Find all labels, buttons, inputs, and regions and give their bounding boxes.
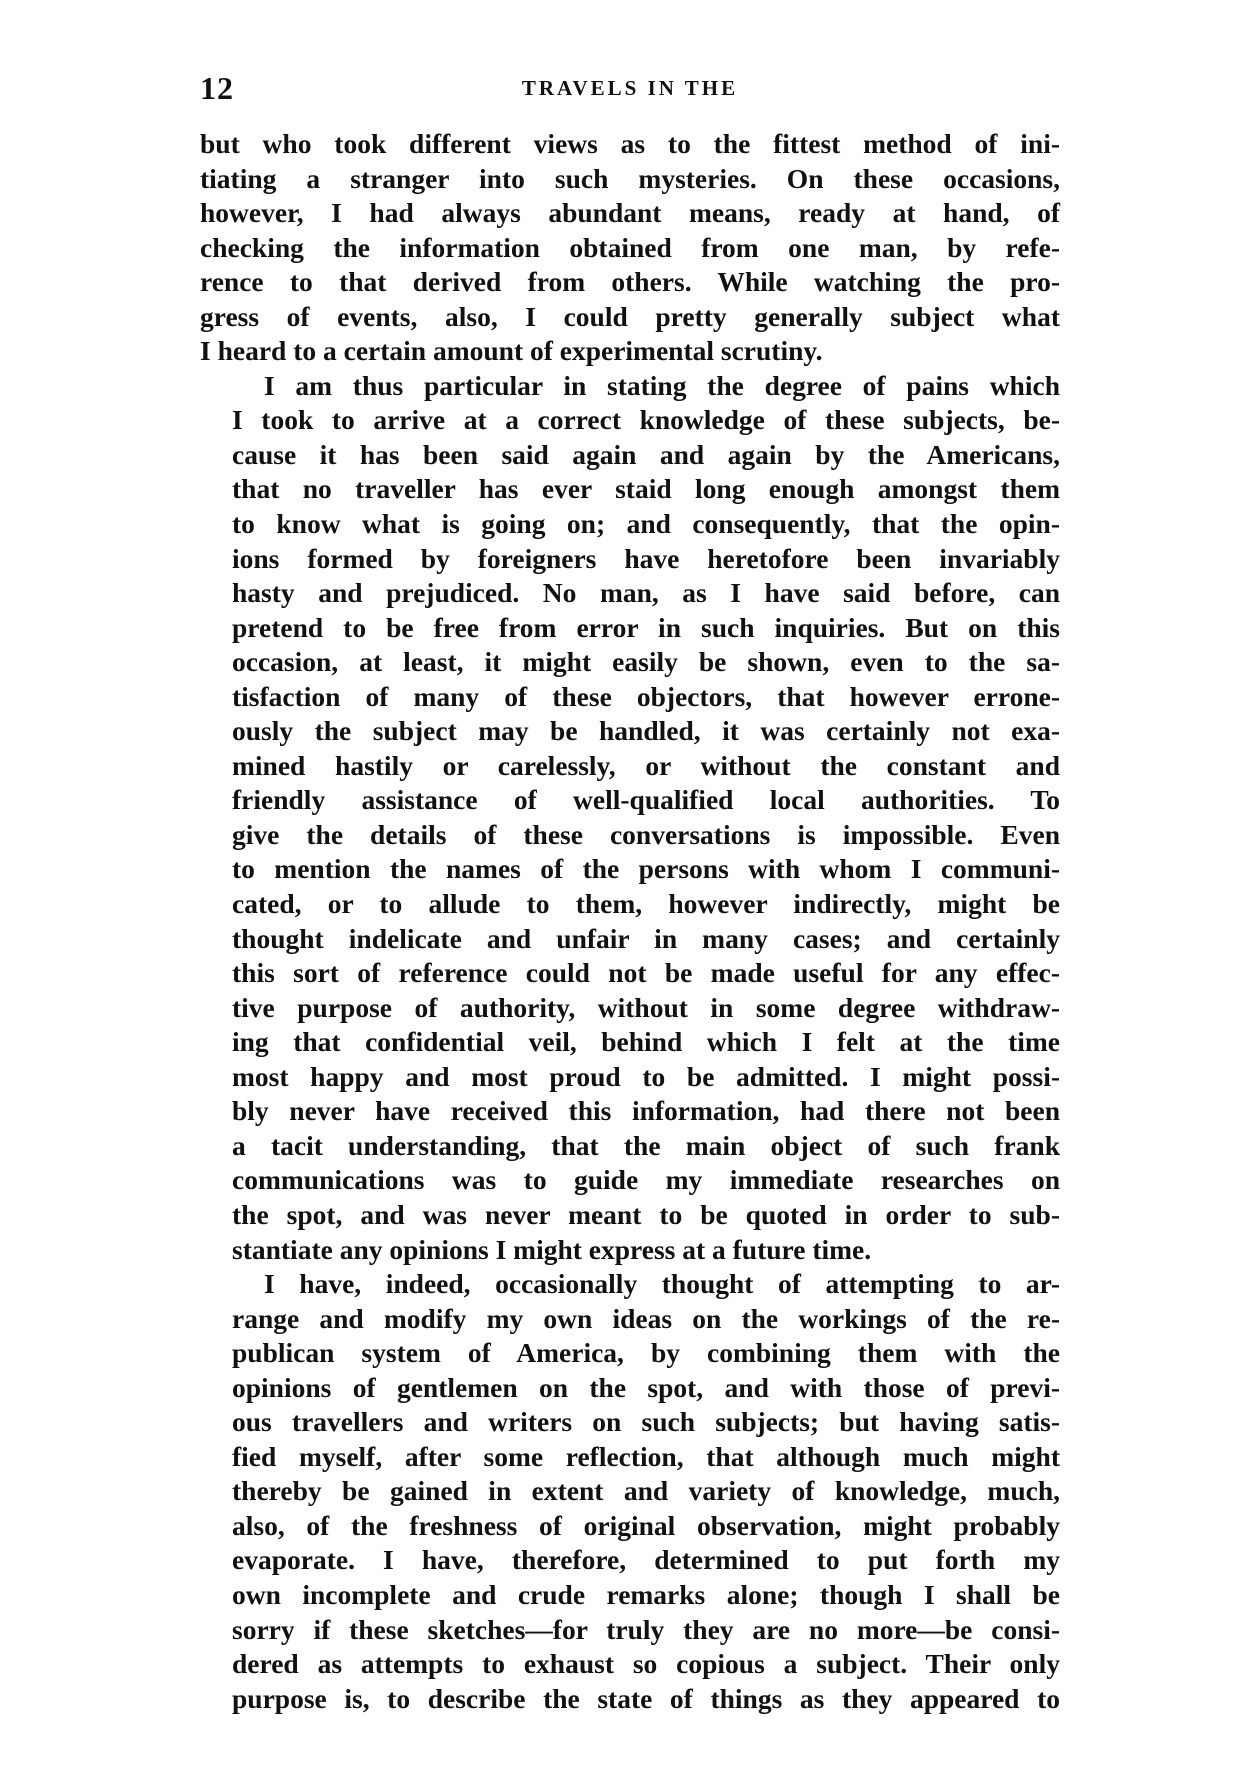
text-line: most happy and most proud to be admitted. I might possi-	[232, 1060, 1060, 1092]
text-line: dered as attempts to exhaust so copious a subject. Their only	[232, 1648, 1060, 1680]
text-line: thought indelicate and unfair in many cases; and certainly	[232, 922, 1060, 954]
text-line: occasion, at least, it might easily be shown, even to the sa-	[232, 646, 1060, 678]
text-line: to mention the names of the persons with whom I communi-	[232, 853, 1060, 885]
page-number: 12	[200, 70, 234, 106]
text-line: range and modify my own ideas on the workings of the re-	[232, 1302, 1060, 1334]
text-line: communications was to guide my immediate researches on	[232, 1164, 1060, 1196]
text-line: fied myself, after some reflection, that although much might	[232, 1440, 1060, 1472]
text-line: hasty and prejudiced. No man, as I have said before, can	[232, 577, 1060, 609]
text-line: tisfaction of many of these objectors, that however errone-	[232, 680, 1060, 712]
paragraph-3	[200, 1267, 1060, 1716]
text-line: pretend to be free from error in such inquiries. But on this	[232, 611, 1060, 643]
running-head	[200, 70, 1060, 110]
text-line: evaporate. I have, therefore, determined to put forth my	[232, 1544, 1060, 1576]
text-line: that no traveller has ever staid long enough amongst them	[232, 473, 1060, 505]
text-line: stantiate any opinions I might express at a future time.	[232, 1233, 872, 1265]
text-line: purpose is, to describe the state of things as they appeared to	[232, 1682, 1060, 1714]
text-line: ously the subject may be handled, it was certainly not exa-	[232, 715, 1060, 747]
text-line: ions formed by foreigners have heretofore been invariably	[232, 542, 1060, 574]
text-line: but who took different views as to the fittest method of ini-	[200, 128, 1060, 159]
text-line: cause it has been said again and again by the Americans,	[232, 438, 1060, 470]
text-line: sorry if these sketches—for truly they are no more—be consi-	[232, 1613, 1060, 1645]
text-line: I am thus particular in stating the degree of pains which	[264, 369, 1060, 401]
text-line: opinions of gentlemen on the spot, and with those of previ-	[232, 1371, 1060, 1403]
text-line: tiating a stranger into such mysteries. On these occasions,	[200, 162, 1060, 194]
text-line: give the details of these conversations is impossible. Even	[232, 818, 1060, 850]
text-line: I have, indeed, occasionally thought of attempting to ar-	[264, 1268, 1060, 1300]
text-line: I heard to a certain amount of experimental scrutiny.	[200, 335, 823, 367]
text-line: mined hastily or carelessly, or without the constant and	[232, 749, 1060, 781]
text-line: I took to arrive at a correct knowledge of these subjects, be-	[232, 404, 1060, 436]
text-line: tive purpose of authority, without in some degree withdraw-	[232, 991, 1060, 1023]
text-line: cated, or to allude to them, however indirectly, might be	[232, 888, 1060, 920]
text-line: also, of the freshness of original observation, might probably	[232, 1509, 1060, 1541]
paragraph-1	[200, 127, 1060, 369]
text-line: publican system of America, by combining them with the	[232, 1337, 1060, 1369]
text-line: gress of events, also, I could pretty generally subject what	[200, 300, 1060, 332]
text-line: friendly assistance of well-qualified local authorities. To	[232, 784, 1060, 816]
text-line: thereby be gained in extent and variety of knowledge, much,	[232, 1475, 1060, 1507]
text-line: checking the information obtained from one man, by refe-	[200, 231, 1060, 263]
body-text	[200, 127, 1060, 1716]
text-line: ing that confidential veil, behind which I felt at the time	[232, 1026, 1060, 1058]
text-line: bly never have received this information, had there not been	[232, 1095, 1060, 1127]
text-line: to know what is going on; and consequently, that the opin-	[232, 508, 1060, 540]
text-line: however, I had always abundant means, ready at hand, of	[200, 197, 1060, 229]
text-line: this sort of reference could not be made useful for any effec-	[232, 957, 1060, 989]
text-line: rence to that derived from others. While watching the pro-	[200, 266, 1060, 298]
paragraph-2	[200, 369, 1060, 1267]
text-line: the spot, and was never meant to be quoted in order to sub-	[232, 1198, 1060, 1230]
text-line: own incomplete and crude remarks alone; though I shall be	[232, 1578, 1060, 1610]
text-line: a tacit understanding, that the main object of such frank	[232, 1129, 1060, 1161]
running-title: TRAVELS IN THE	[521, 76, 739, 100]
text-line: ous travellers and writers on such subjects; but having satis-	[232, 1406, 1060, 1438]
